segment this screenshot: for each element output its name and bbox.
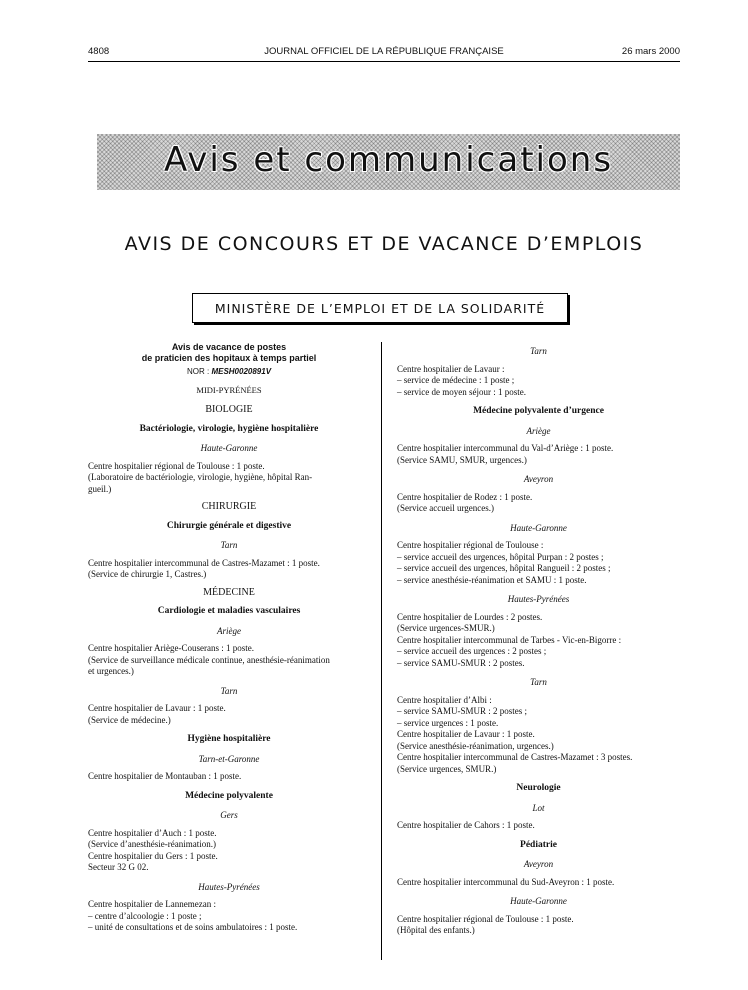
ministry-name: MINISTÈRE DE L’EMPLOI ET DE LA SOLIDARITÉ [214, 300, 546, 316]
posting-line: Centre hospitalier de Lannemezan : [88, 899, 216, 909]
posting-line: Centre hospitalier régional de Toulouse : 1 poste. [397, 913, 574, 924]
specialty-heading: Bactériologie, virologie, hygiène hospitalière [139, 423, 319, 434]
department-heading: Tarn [530, 677, 547, 687]
banner [97, 134, 680, 190]
posting-line: – service accueil des urgences, hôpital Purpan : 2 postes ; [397, 551, 604, 562]
posting-block [88, 771, 370, 783]
department-heading: Tarn [220, 540, 238, 550]
posting-line: (Service urgences-SMUR.) [397, 623, 495, 633]
posting-block [397, 695, 680, 776]
posting-line: (Service de médecine.) [88, 714, 171, 725]
department-heading: Aveyron [523, 859, 554, 869]
posting-line: Centre hospitalier de Rodez : 1 poste. [397, 491, 533, 502]
posting-line: – service SAMU-SMUR : 2 postes. [397, 657, 525, 668]
posting-line: Centre hospitalier Ariège-Couserans : 1 poste. [88, 643, 254, 653]
posting-line: – unité de consultations et de soins ambulatoires : 1 poste. [88, 922, 298, 932]
posting-line: – service SAMU-SMUR : 2 postes ; [397, 706, 527, 716]
posting-block [397, 914, 680, 937]
posting-line: Centre hospitalier de Montauban : 1 poste. [88, 771, 242, 781]
posting-block [88, 703, 370, 726]
department-heading: Haute-Garonne [510, 896, 567, 906]
nor-reference [88, 366, 370, 378]
posting-line: Centre hospitalier du Gers : 1 poste. [88, 850, 218, 861]
posting-line: Centre hospitalier intercommunal du Val-d’Ariège : 1 poste. [397, 443, 614, 453]
right-column [397, 342, 680, 939]
posting-line: – service de médecine : 1 poste ; [397, 375, 515, 385]
journal-title: JOURNAL OFFICIEL DE LA RÉPUBLIQUE FRANÇAISE [264, 46, 504, 57]
posting-line: gueil.) [88, 483, 112, 494]
posting-block [88, 828, 370, 874]
posting-line: (Service accueil urgences.) [397, 503, 495, 513]
posting-line: Centre hospitalier de Lourdes : 2 postes. [397, 611, 543, 622]
posting-block [397, 612, 680, 670]
posting-line: (Service de surveillance médicale continue, anesthésie-réanimation [88, 654, 330, 665]
posting-line: Centre hospitalier de Lavaur : 1 poste. [88, 703, 226, 713]
posting-line: (Hôpital des enfants.) [397, 925, 475, 935]
posting-line: – service de moyen séjour : 1 poste. [397, 386, 526, 397]
posting-line: (Service de chirurgie 1, Castres.) [88, 569, 207, 579]
posting-line: – service accueil des urgences : 2 postes ; [397, 646, 547, 656]
department-heading: Haute-Garonne [200, 443, 258, 453]
department-heading: Tarn [220, 685, 238, 696]
department-heading: Tarn [530, 346, 547, 356]
ministry-box [192, 293, 568, 323]
page-header [88, 46, 680, 60]
department-heading: Hautes-Pyrénées [198, 881, 260, 892]
department-heading: Ariège [526, 425, 551, 436]
page-number: 4808 [88, 46, 110, 57]
header-rule [88, 61, 680, 62]
posting-line: et urgences.) [88, 666, 134, 676]
posting-block [397, 540, 680, 586]
department-heading: Lot [532, 802, 545, 813]
posting-block [397, 877, 680, 889]
region-heading: MIDI-PYRÉNÉES [196, 384, 262, 395]
posting-block [88, 899, 370, 934]
posting-line: Centre hospitalier de Lavaur : [397, 363, 505, 374]
banner-title: Avis et communications [163, 140, 614, 180]
posting-line: Centre hospitalier régional de Toulouse : [397, 540, 544, 550]
department-heading: Haute-Garonne [510, 522, 567, 533]
department-heading: Aveyron [523, 474, 554, 484]
department-heading: Gers [220, 810, 238, 820]
section-title: AVIS DE CONCOURS ET DE VACANCE D’EMPLOIS [124, 233, 644, 255]
posting-block [88, 558, 370, 581]
posting-line: – service accueil des urgences, hôpital Rangueil : 2 postes ; [397, 563, 611, 573]
nor-code: MESH0020891V [211, 367, 272, 376]
specialty-heading: Neurologie [516, 783, 561, 793]
posting-block [88, 643, 370, 678]
specialty-heading: Médecine polyvalente d’urgence [473, 406, 604, 416]
posting-block [397, 820, 680, 832]
department-heading: Tarn-et-Garonne [198, 753, 260, 764]
avis-title [88, 342, 370, 364]
avis-title-line: Avis de vacance de postes [171, 342, 287, 352]
posting-line: Centre hospitalier intercommunal de Castres-Mazamet : 3 postes. [397, 752, 633, 762]
posting-line: (Service anesthésie-réanimation, urgences.) [397, 740, 554, 751]
posting-line: Centre hospitalier intercommunal du Sud-Aveyron : 1 poste. [397, 876, 615, 887]
department-heading: Ariège [217, 625, 241, 636]
posting-block [88, 461, 370, 496]
posting-line: Centre hospitalier intercommunal de Tarbes - Vic-en-Bigorre : [397, 634, 622, 645]
posting-line: (Service d’anesthésie-réanimation.) [88, 839, 216, 849]
posting-line: (Laboratoire de bactériologie, virologie, hygiène, hôpital Ran- [88, 472, 313, 482]
posting-line: Centre hospitalier intercommunal de Castres-Mazamet : 1 poste. [88, 557, 320, 568]
posting-line: Centre hospitalier d’Auch : 1 poste. [88, 827, 217, 838]
posting-block [397, 443, 680, 466]
posting-line: – service urgences : 1 poste. [397, 717, 499, 728]
posting-block [397, 364, 680, 399]
specialty-heading: Cardiologie et maladies vasculaires [157, 606, 301, 616]
posting-line: Centre hospitalier régional de Toulouse : 1 poste. [88, 460, 265, 471]
specialty-heading: Chirurgie générale et digestive [166, 520, 292, 531]
posting-block [397, 492, 680, 515]
category-heading: BIOLOGIE [205, 404, 253, 415]
specialty-heading: Hygiène hospitalière [187, 734, 271, 744]
posting-line: Centre hospitalier de Lavaur : 1 poste. [397, 729, 535, 739]
posting-line: (Service SAMU, SMUR, urgences.) [397, 454, 527, 465]
avis-title-line: de praticien des hopitaux à temps partiel [141, 353, 317, 363]
category-heading: MÉDECINE [203, 586, 255, 598]
nor-label: NOR : [186, 367, 210, 376]
specialty-heading: Médecine polyvalente [185, 790, 273, 801]
posting-line: Centre hospitalier d’Albi : [397, 694, 492, 705]
posting-line: Secteur 32 G 02. [88, 862, 149, 872]
department-heading: Hautes-Pyrénées [507, 594, 570, 604]
posting-line: Centre hospitalier de Cahors : 1 poste. [397, 820, 535, 830]
specialty-heading: Pédiatrie [520, 839, 557, 850]
column-separator [381, 342, 382, 960]
left-column [88, 342, 370, 936]
posting-line: – service anesthésie-réanimation et SAMU : 1 poste. [397, 574, 587, 585]
issue-date: 26 mars 2000 [621, 46, 680, 57]
posting-line: – centre d’alcoologie : 1 poste ; [88, 910, 202, 921]
posting-line: (Service urgences, SMUR.) [397, 763, 497, 774]
category-heading: CHIRURGIE [201, 501, 257, 512]
